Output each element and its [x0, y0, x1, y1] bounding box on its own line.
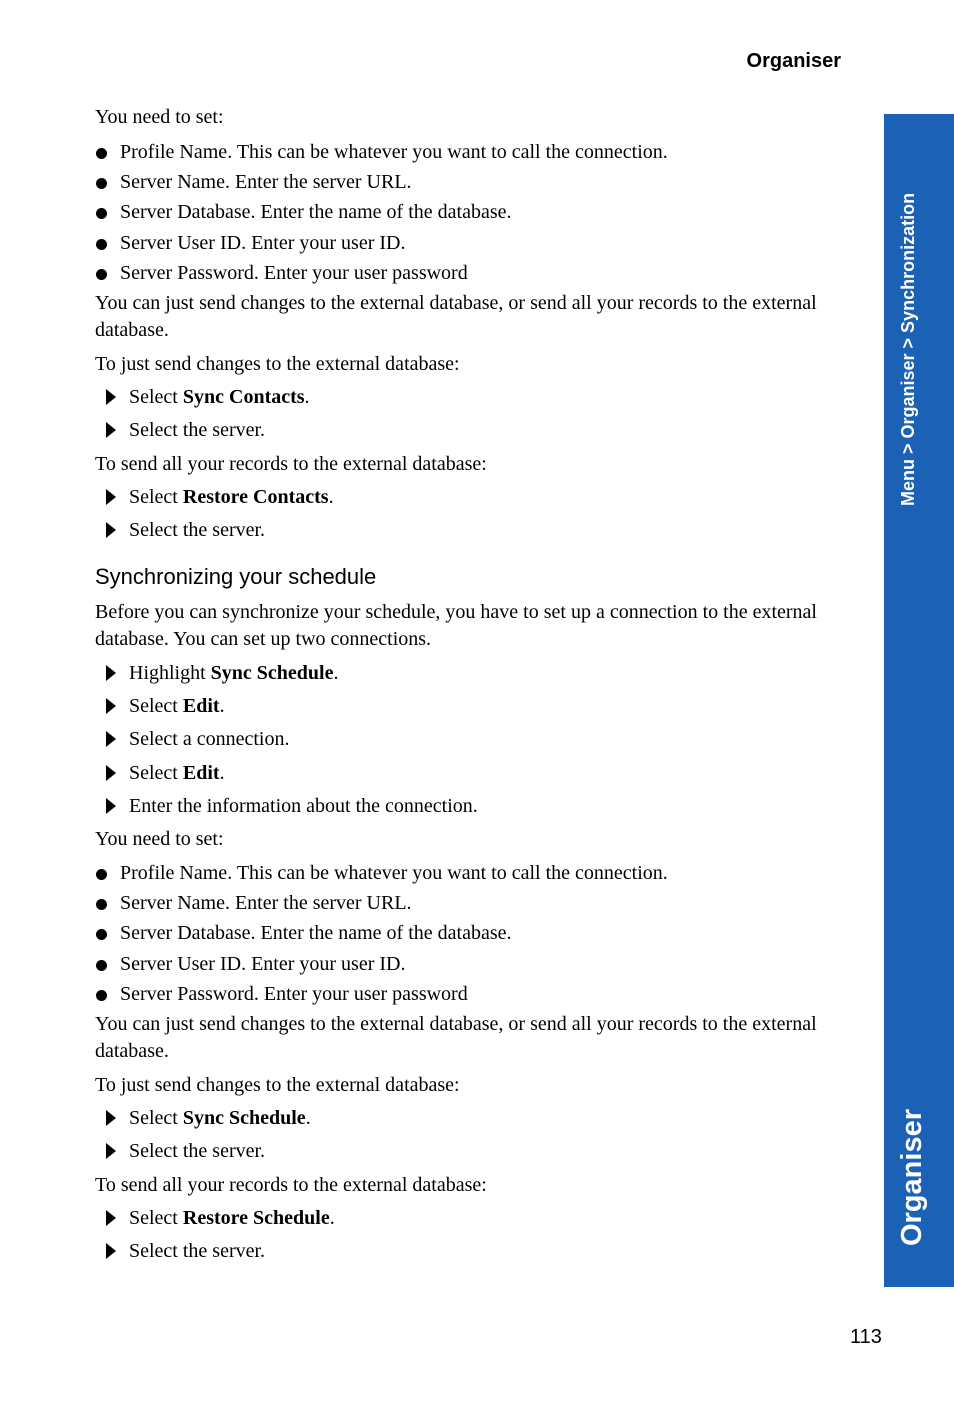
step-bold-text: Restore Schedule [182, 1207, 330, 1229]
step-arrow-icon [106, 1210, 116, 1226]
sidebar-chapter-title: Organiser [896, 1109, 928, 1246]
step-text: Select the server. [129, 1140, 266, 1162]
step-text-end: . [219, 695, 225, 717]
step-bold-text: Sync Schedule [210, 662, 334, 684]
step-text: Select [129, 1107, 183, 1129]
sidebar-breadcrumb: Menu > Organiser > Synchronization [898, 192, 918, 506]
section-heading: Synchronizing your schedule [95, 564, 377, 589]
bullet-text: Server User ID. Enter your user ID. [120, 953, 406, 975]
paragraph: You can just send changes to the external database, or send all your records to the external database. [95, 1013, 817, 1062]
step-arrow-icon [106, 1243, 116, 1259]
bullet-dot-icon [96, 269, 107, 280]
page-number: 113 [850, 1326, 882, 1348]
paragraph: To send all your records to the external database: [95, 453, 487, 475]
step-arrow-icon [106, 1143, 116, 1159]
step-text-end: . [305, 1107, 311, 1129]
step-text: Select the server. [129, 419, 266, 441]
bullet-text: Server User ID. Enter your user ID. [120, 232, 406, 254]
bullet-dot-icon [96, 929, 107, 940]
step-text: Select [129, 486, 183, 508]
step-text-end: . [219, 762, 225, 784]
step-text: Select [129, 695, 183, 717]
bullet-dot-icon [96, 178, 107, 189]
step-text-end: . [328, 486, 334, 508]
bullet-dot-icon [96, 148, 107, 159]
step-arrow-icon [106, 698, 116, 714]
step-text: Highlight [129, 662, 211, 684]
chapter-tab [884, 114, 954, 1287]
step-bold-text: Edit [182, 695, 220, 717]
paragraph: You need to set: [95, 828, 224, 850]
step-text-end: . [329, 1207, 335, 1229]
bullet-text: Server Password. Enter your user password [120, 262, 468, 284]
bullet-text: Server Name. Enter the server URL. [120, 171, 412, 193]
step-arrow-icon [106, 489, 116, 505]
paragraph: To just send changes to the external database: [95, 1074, 460, 1096]
bullet-dot-icon [96, 960, 107, 971]
paragraph: You need to set: [95, 106, 224, 128]
bullet-text: Server Database. Enter the name of the database. [120, 201, 512, 223]
step-text-end: . [304, 386, 310, 408]
bullet-text: Server Password. Enter your user password [120, 983, 468, 1005]
step-arrow-icon [106, 731, 116, 747]
step-arrow-icon [106, 422, 116, 438]
bullet-dot-icon [96, 899, 107, 910]
paragraph: To send all your records to the external database: [95, 1174, 487, 1196]
step-text: Select the server. [129, 519, 266, 541]
paragraph: You can just send changes to the external database, or send all your records to the external database. [95, 292, 817, 341]
step-bold-text: Edit [182, 762, 220, 784]
step-text: Select a connection. [129, 728, 290, 750]
step-bold-text: Sync Contacts [182, 386, 305, 408]
step-arrow-icon [106, 522, 116, 538]
step-arrow-icon [106, 665, 116, 681]
paragraph: To just send changes to the external database: [95, 353, 460, 375]
step-text: Select [129, 762, 183, 784]
bullet-text: Profile Name. This can be whatever you want to call the connection. [120, 141, 668, 163]
step-text: Select the server. [129, 1240, 266, 1262]
step-text: Select [129, 386, 183, 408]
bullet-text: Server Database. Enter the name of the database. [120, 922, 512, 944]
running-header: Organiser [746, 50, 841, 72]
step-text: Select [129, 1207, 183, 1229]
step-arrow-icon [106, 1110, 116, 1126]
step-arrow-icon [106, 389, 116, 405]
step-text: Enter the information about the connection. [129, 795, 478, 817]
step-bold-text: Sync Schedule [182, 1107, 306, 1129]
bullet-dot-icon [96, 990, 107, 1001]
step-bold-text: Restore Contacts [182, 486, 329, 508]
step-text-end: . [333, 662, 339, 684]
paragraph: Before you can synchronize your schedule, you have to set up a connection to the external database. You can set up two connections. [95, 601, 817, 650]
bullet-text: Profile Name. This can be whatever you want to call the connection. [120, 862, 668, 884]
bullet-dot-icon [96, 239, 107, 250]
step-arrow-icon [106, 765, 116, 781]
bullet-text: Server Name. Enter the server URL. [120, 892, 412, 914]
bullet-dot-icon [96, 869, 107, 880]
step-arrow-icon [106, 798, 116, 814]
bullet-dot-icon [96, 208, 107, 219]
